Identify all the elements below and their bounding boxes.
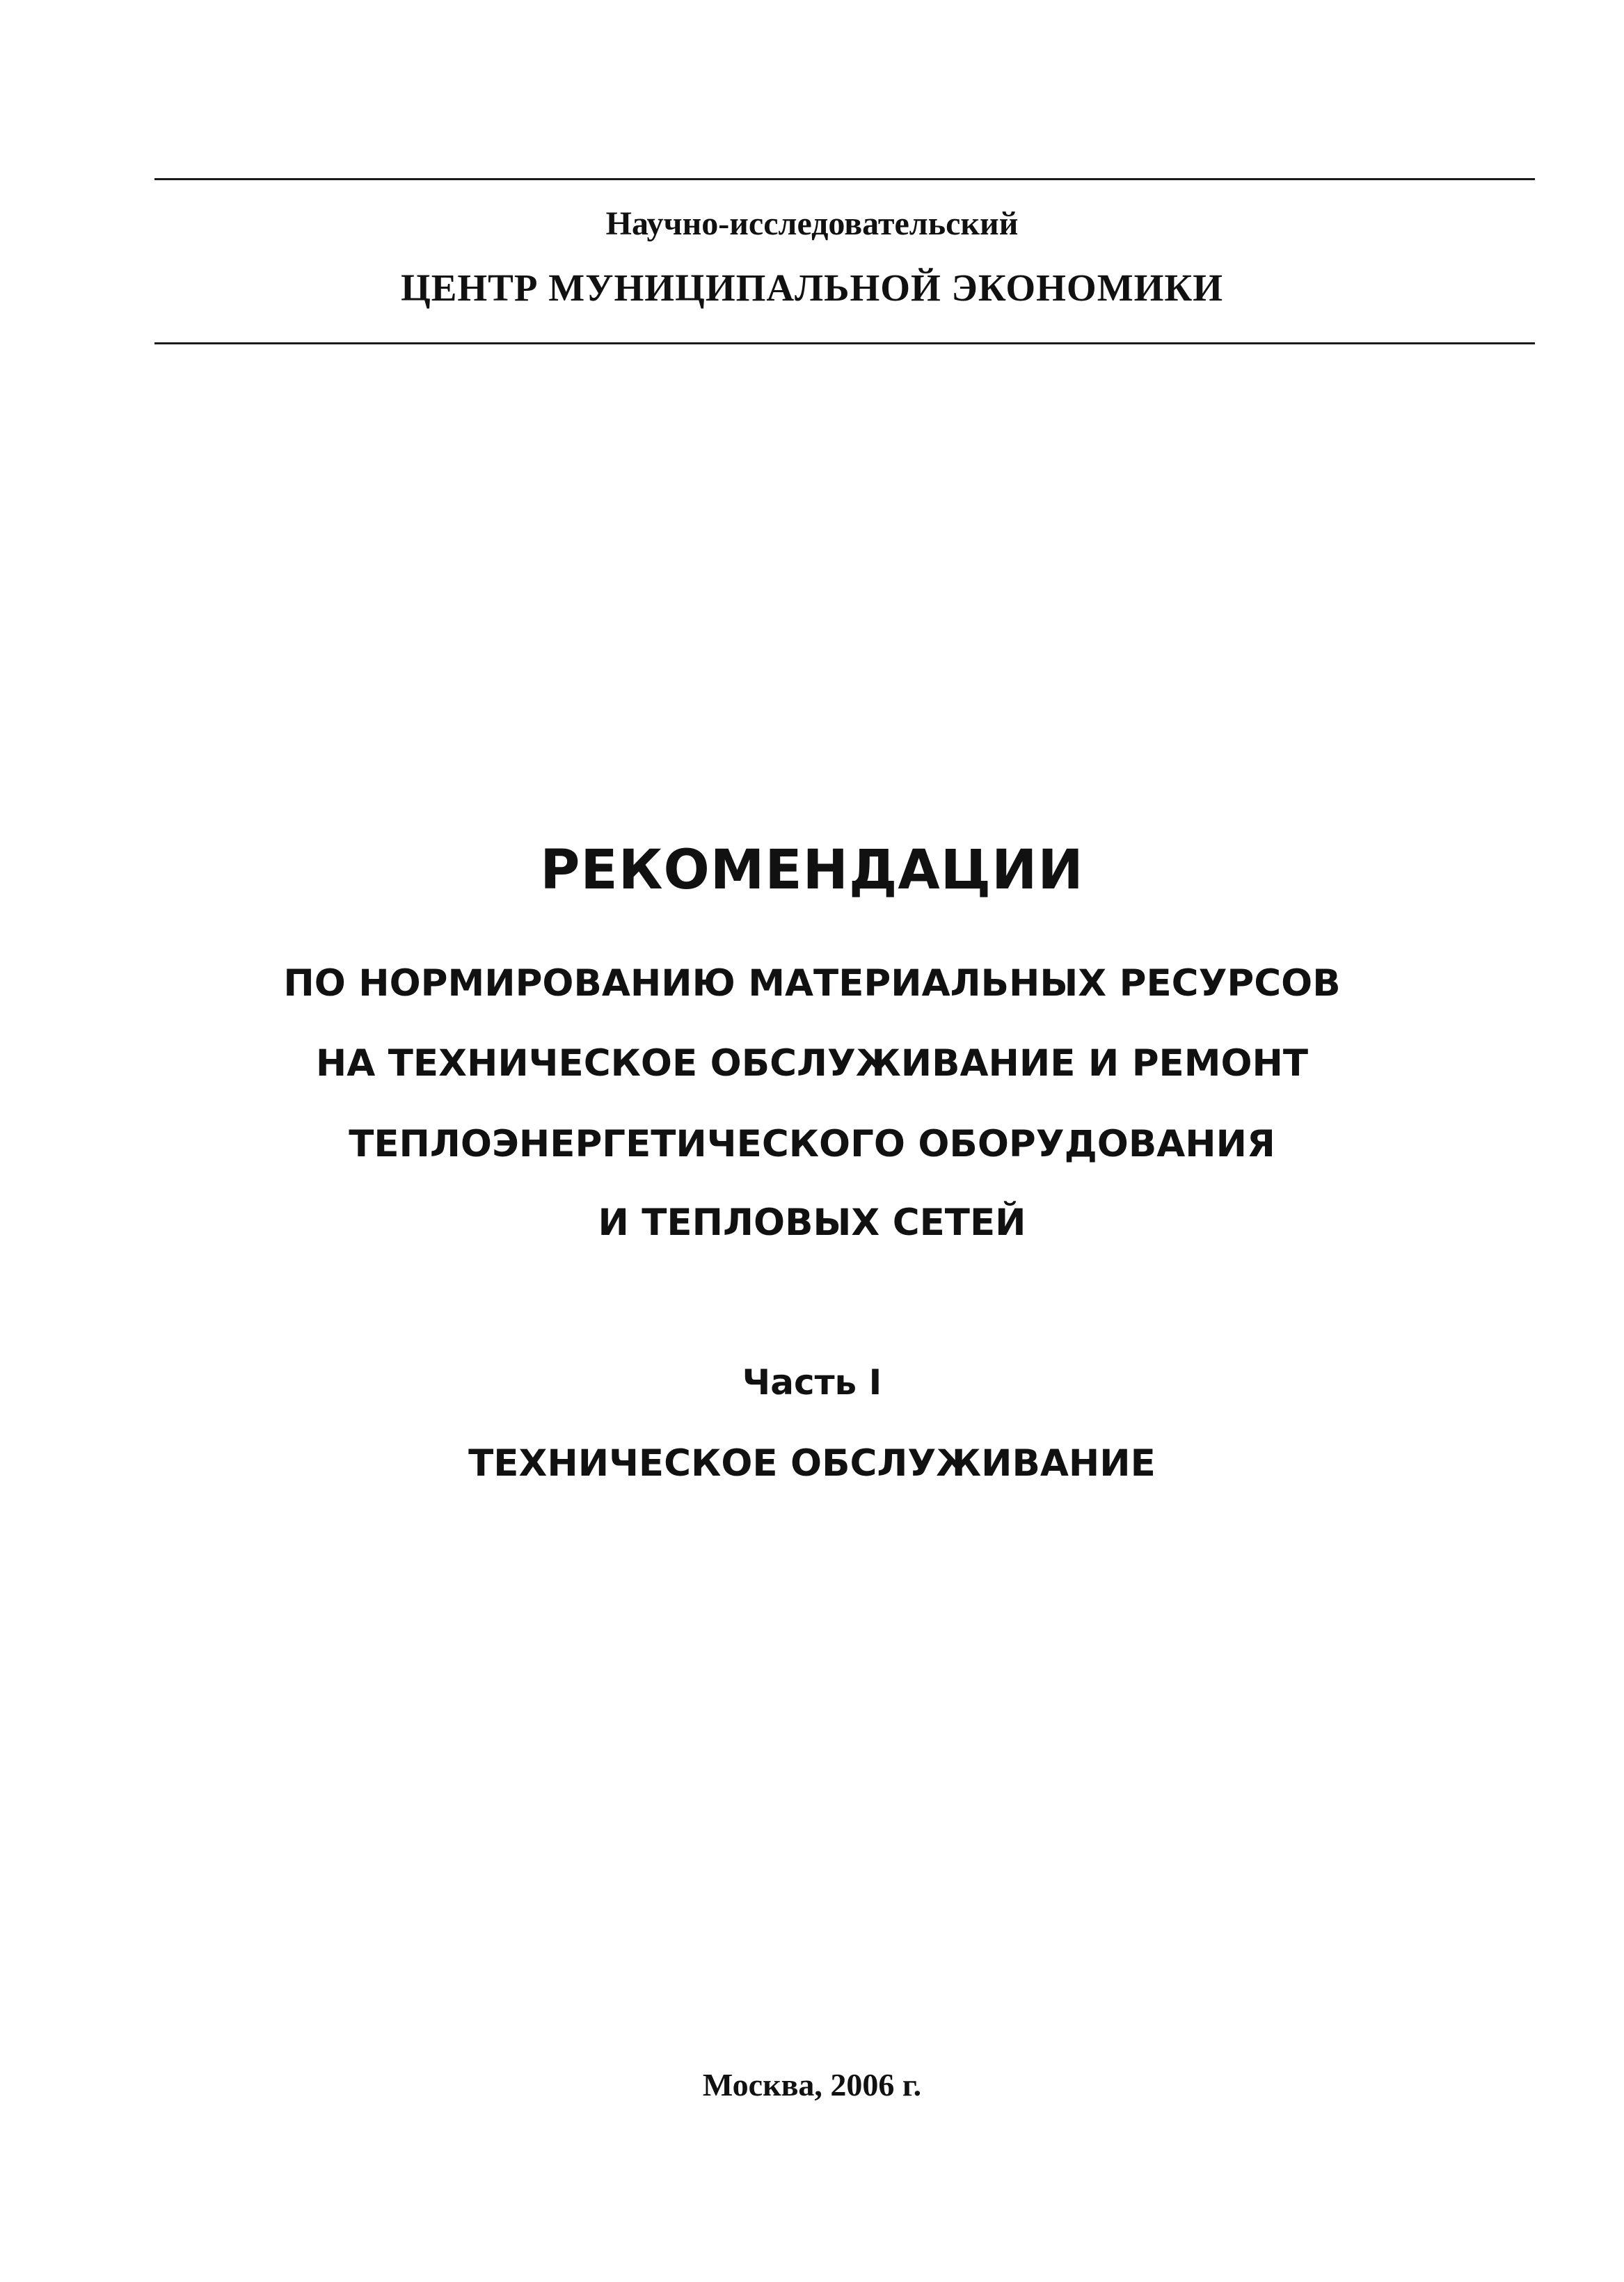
document-subtitle-line: И ТЕПЛОВЫХ СЕТЕЙ <box>598 1202 1026 1244</box>
header-bottom-rule <box>154 342 1535 344</box>
part-label: Часть I <box>742 1362 882 1403</box>
document-subtitle-line: ТЕПЛОЭНЕРГЕТИЧЕСКОГО ОБОРУДОВАНИЯ <box>349 1123 1275 1165</box>
publication-place-year: Москва, 2006 г. <box>702 2067 922 2103</box>
header-top-rule <box>154 178 1535 180</box>
part-title: ТЕХНИЧЕСКОЕ ОБСЛУЖИВАНИЕ <box>468 1442 1156 1485</box>
document-title: РЕКОМЕНДАЦИИ <box>540 839 1084 902</box>
document-subtitle-line: ПО НОРМИРОВАНИЮ МАТЕРИАЛЬНЫХ РЕСУРСОВ <box>283 962 1341 1005</box>
institute-type-line: Научно-исследовательский <box>605 205 1019 242</box>
institute-name-line: ЦЕНТР МУНИЦИПАЛЬНОЙ ЭКОНОМИКИ <box>400 266 1224 309</box>
document-subtitle-line: НА ТЕХНИЧЕСКОЕ ОБСЛУЖИВАНИЕ И РЕМОНТ <box>315 1042 1309 1085</box>
